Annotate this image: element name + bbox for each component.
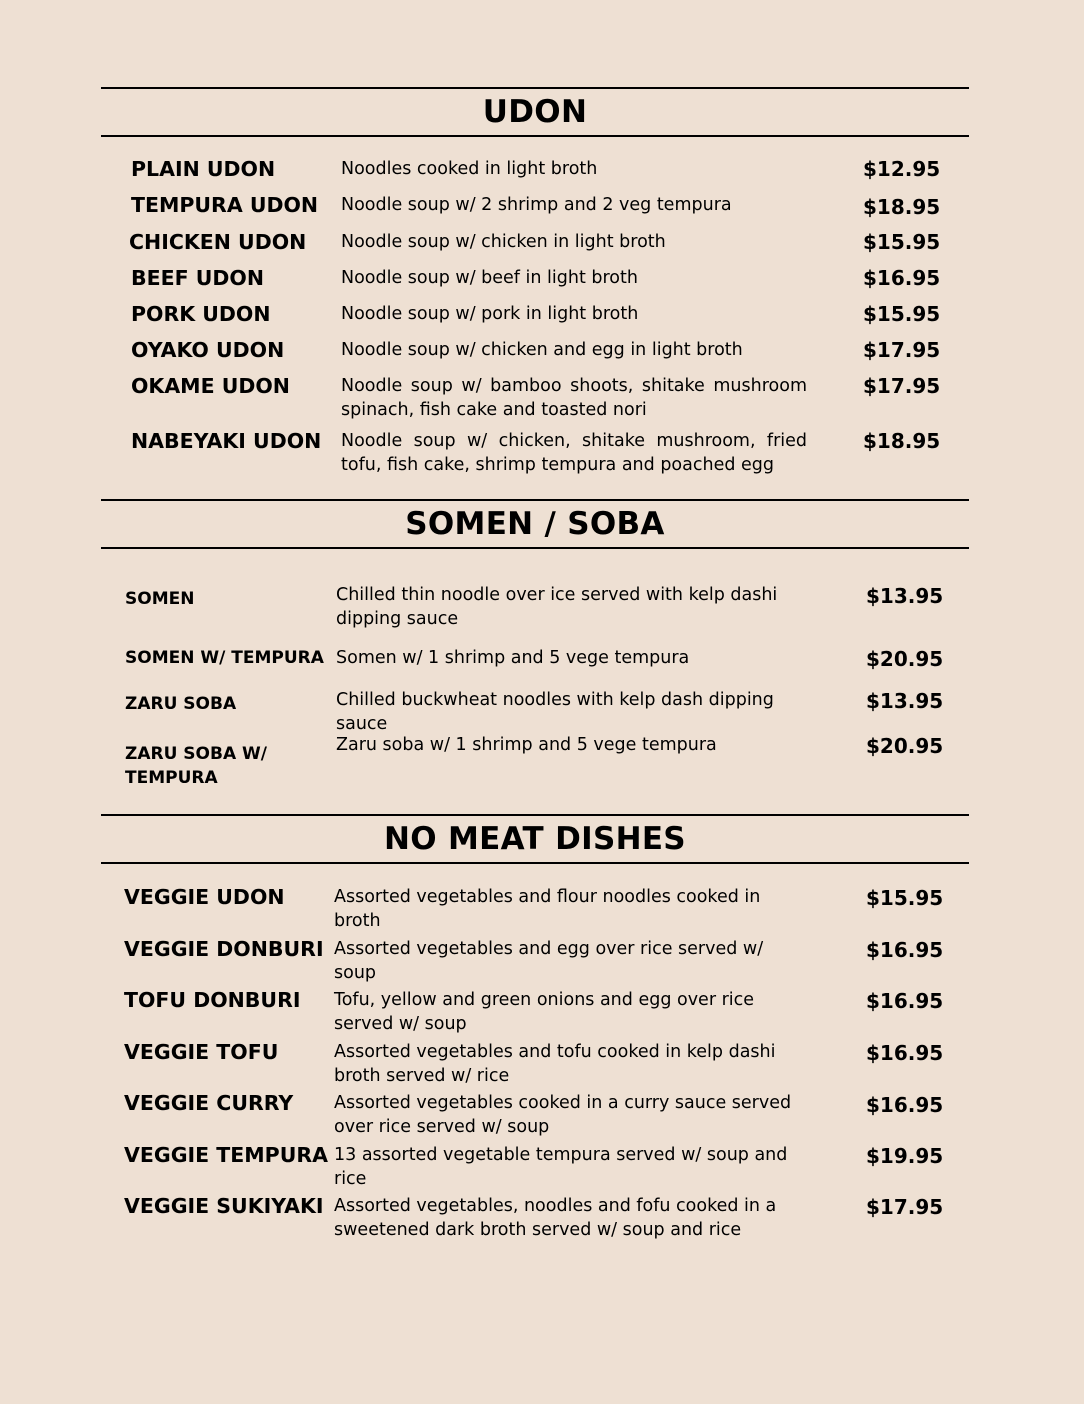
section-title: SOMEN / SOBA bbox=[405, 506, 665, 542]
item-price: $20.95 bbox=[866, 734, 944, 758]
item-name: VEGGIE TEMPURA bbox=[124, 1143, 328, 1167]
item-name: PORK UDON bbox=[131, 302, 271, 326]
item-description: Noodle soup w/ chicken, shitake mushroom, fried tofu, fish cake, shrimp tempura and poached egg bbox=[341, 431, 807, 475]
item-name: NABEYAKI UDON bbox=[131, 429, 322, 453]
item-description: Zaru soba w/ 1 shrimp and 5 vege tempura bbox=[336, 735, 717, 755]
item-description: Assorted vegetables and egg over rice served w/ soup bbox=[334, 939, 764, 983]
item-name: ZARU SOBA bbox=[125, 694, 237, 714]
item-price: $17.95 bbox=[863, 374, 941, 398]
item-name: SOMEN W/ TEMPURA bbox=[125, 648, 324, 668]
item-description: Noodle soup w/ beef in light broth bbox=[341, 268, 638, 288]
item-name: CHICKEN UDON bbox=[129, 230, 307, 254]
item-description: Assorted vegetables and flour noodles cooked in broth bbox=[334, 887, 761, 931]
item-price: $17.95 bbox=[863, 338, 941, 362]
item-name: BEEF UDON bbox=[131, 266, 265, 290]
section-udon bbox=[101, 87, 969, 475]
item-price: $16.95 bbox=[866, 989, 944, 1013]
item-name: VEGGIE SUKIYAKI bbox=[124, 1194, 324, 1218]
item-name: PLAIN UDON bbox=[131, 157, 276, 181]
item-price: $19.95 bbox=[866, 1144, 944, 1168]
item-description: Tofu, yellow and green onions and egg over rice served w/ soup bbox=[334, 990, 755, 1034]
item-price: $15.95 bbox=[863, 230, 941, 254]
item-name: SOMEN bbox=[125, 589, 195, 609]
item-price: $20.95 bbox=[866, 647, 944, 671]
section-title: NO MEAT DISHES bbox=[384, 821, 686, 857]
item-price: $13.95 bbox=[866, 689, 944, 713]
item-price: $16.95 bbox=[866, 938, 944, 962]
section-header bbox=[101, 814, 969, 864]
section-header bbox=[101, 87, 969, 137]
item-price: $17.95 bbox=[866, 1195, 944, 1219]
section-title: UDON bbox=[482, 94, 588, 130]
item-name: VEGGIE DONBURI bbox=[124, 937, 324, 961]
item-description: Assorted vegetables, noodles and fofu cooked in a sweetened dark broth served w/ soup and rice bbox=[334, 1196, 777, 1240]
item-description: Noodle soup w/ chicken in light broth bbox=[341, 232, 666, 252]
item-price: $13.95 bbox=[866, 584, 944, 608]
item-price: $16.95 bbox=[866, 1041, 944, 1065]
item-description: Noodles cooked in light broth bbox=[341, 159, 598, 179]
item-name: VEGGIE UDON bbox=[124, 885, 285, 909]
item-description: Assorted vegetables cooked in a curry sauce served over rice served w/ soup bbox=[334, 1093, 792, 1137]
item-price: $15.95 bbox=[866, 886, 944, 910]
item-description: Assorted vegetables and tofu cooked in kelp dashi broth served w/ rice bbox=[334, 1042, 776, 1086]
item-description: Noodle soup w/ chicken and egg in light broth bbox=[341, 340, 743, 360]
item-price: $18.95 bbox=[863, 429, 941, 453]
item-description: Noodle soup w/ bamboo shoots, shitake mushroom spinach, fish cake and toasted nori bbox=[341, 376, 807, 420]
item-name: VEGGIE CURRY bbox=[124, 1091, 294, 1115]
item-description: Chilled thin noodle over ice served with kelp dashi dipping sauce bbox=[336, 585, 778, 629]
item-description: Noodle soup w/ pork in light broth bbox=[341, 304, 639, 324]
item-price: $15.95 bbox=[863, 302, 941, 326]
item-description: Noodle soup w/ 2 shrimp and 2 veg tempura bbox=[341, 195, 732, 215]
item-description: Somen w/ 1 shrimp and 5 vege tempura bbox=[336, 648, 690, 668]
item-description: Chilled buckwheat noodles with kelp dash dipping sauce bbox=[336, 690, 774, 734]
item-price: $16.95 bbox=[863, 266, 941, 290]
item-name: TOFU DONBURI bbox=[124, 988, 301, 1012]
section-somen-soba bbox=[101, 499, 969, 788]
item-description: 13 assorted vegetable tempura served w/ soup and rice bbox=[334, 1145, 788, 1189]
item-name: VEGGIE TOFU bbox=[124, 1040, 279, 1064]
item-name: OKAME UDON bbox=[131, 374, 290, 398]
item-price: $16.95 bbox=[866, 1093, 944, 1117]
item-price: $12.95 bbox=[863, 157, 941, 181]
item-name: TEMPURA UDON bbox=[131, 193, 319, 217]
item-price: $18.95 bbox=[863, 195, 941, 219]
item-name: ZARU SOBA W/ TEMPURA bbox=[125, 744, 267, 788]
section-header bbox=[101, 499, 969, 549]
section-no-meat-dishes bbox=[101, 814, 969, 1240]
item-name: OYAKO UDON bbox=[131, 338, 285, 362]
